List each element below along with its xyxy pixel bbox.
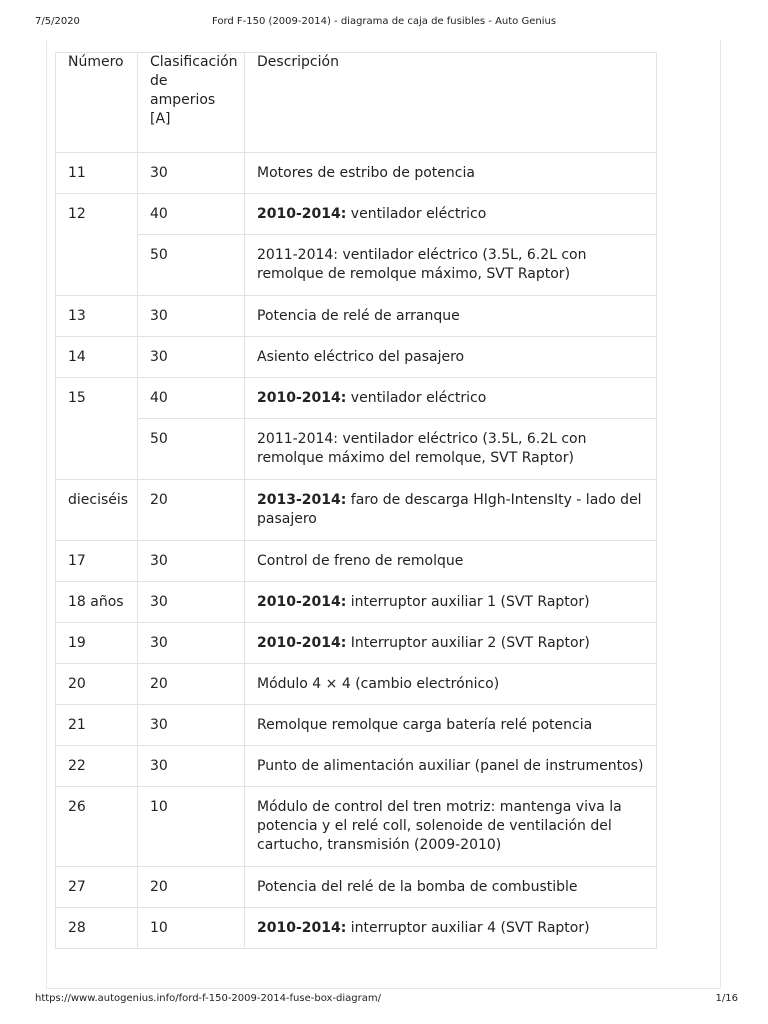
fuse-amps: 30: [138, 153, 245, 194]
fuse-amps: 10: [138, 787, 245, 867]
table-row: [56, 664, 657, 705]
fuse-number: 14: [56, 337, 138, 378]
page-title: Ford F-150 (2009-2014) - diagrama de caja de fusibles - Auto Genius: [211, 16, 557, 27]
fuse-description: [245, 623, 657, 664]
fuse-amps: 30: [138, 705, 245, 746]
fuse-amps: 30: [138, 623, 245, 664]
fuse-number: 28: [56, 908, 138, 949]
fuse-number: 18 años: [56, 582, 138, 623]
fuse-description: [245, 337, 657, 378]
description-text: 2011-2014: ventilador eléctrico (3.5L, 6.2L con remolque de remolque máximo, SVT Raptor): [257, 247, 587, 282]
fuse-description: [245, 378, 657, 419]
table-row: [56, 582, 657, 623]
description-text: interruptor auxiliar 4 (SVT Raptor): [346, 920, 590, 936]
table-row: [56, 867, 657, 908]
fuse-description: [245, 194, 657, 235]
table-row: [56, 908, 657, 949]
table-row: [56, 378, 657, 419]
description-text: Potencia del relé de la bomba de combustible: [257, 879, 578, 895]
header-number: Número: [56, 53, 138, 153]
table-row: [56, 235, 657, 296]
header-description: Descripción: [245, 53, 657, 153]
fuse-number: 22: [56, 746, 138, 787]
print-footer: [0, 993, 768, 1009]
table-row: [56, 296, 657, 337]
fuse-number: 17: [56, 541, 138, 582]
description-text: Módulo 4 × 4 (cambio electrónico): [257, 676, 500, 692]
fuse-amps: 30: [138, 746, 245, 787]
table-header-row: [56, 53, 657, 153]
page-number: 1/16: [715, 993, 738, 1004]
fuse-description: [245, 867, 657, 908]
fuse-amps: 50: [138, 235, 245, 296]
description-text: ventilador eléctrico: [346, 206, 487, 222]
table-row: [56, 787, 657, 867]
fuse-number: 12: [56, 194, 138, 296]
fuse-amps: 40: [138, 378, 245, 419]
fuse-number: 26: [56, 787, 138, 867]
year-range: 2010-2014:: [257, 594, 347, 610]
fuse-number: 15: [56, 378, 138, 480]
table-row: [56, 541, 657, 582]
description-text: Asiento eléctrico del pasajero: [257, 349, 465, 365]
fuse-number: 21: [56, 705, 138, 746]
description-text: Remolque remolque carga batería relé potencia: [257, 717, 593, 733]
fuse-number: dieciséis: [56, 480, 138, 541]
fuse-amps: 10: [138, 908, 245, 949]
fuse-number: 19: [56, 623, 138, 664]
fuse-description: [245, 664, 657, 705]
fuse-description: [245, 908, 657, 949]
fuse-number: 20: [56, 664, 138, 705]
description-text: interruptor auxiliar 1 (SVT Raptor): [346, 594, 590, 610]
fuse-description: [245, 480, 657, 541]
table-row: [56, 746, 657, 787]
year-range: 2010-2014:: [257, 206, 347, 222]
fuse-description: [245, 746, 657, 787]
fuse-number: 13: [56, 296, 138, 337]
year-range: 2010-2014:: [257, 390, 347, 406]
table-row: [56, 194, 657, 235]
fuse-description: [245, 541, 657, 582]
fuse-description: [245, 153, 657, 194]
fuse-description: [245, 787, 657, 867]
print-date: 7/5/2020: [35, 16, 80, 27]
fuse-amps: 20: [138, 664, 245, 705]
fuse-amps: 30: [138, 337, 245, 378]
fuse-amps: 50: [138, 419, 245, 480]
description-text: 2011-2014: ventilador eléctrico (3.5L, 6.2L con remolque máximo del remolque, SVT Raptor): [257, 431, 587, 466]
year-range: 2010-2014:: [257, 920, 347, 936]
source-url[interactable]: https://www.autogenius.info/ford-f-150-2009-2014-fuse-box-diagram/: [35, 993, 382, 1004]
description-text: Potencia de relé de arranque: [257, 308, 460, 324]
table-row: [56, 480, 657, 541]
description-text: Módulo de control del tren motriz: mantenga viva la potencia y el relé coll, solenoide de ventilación del cartucho, transmisión (2009-2010): [257, 799, 622, 853]
fuse-description: [245, 296, 657, 337]
description-text: ventilador eléctrico: [346, 390, 487, 406]
fuse-amps: 20: [138, 867, 245, 908]
fuse-amps: 30: [138, 541, 245, 582]
print-header: [0, 16, 768, 32]
description-text: Control de freno de remolque: [257, 553, 464, 569]
description-text: faro de descarga HIgh-IntensIty - lado del pasajero: [257, 492, 642, 527]
fuse-amps: 30: [138, 582, 245, 623]
fuse-description: [245, 235, 657, 296]
year-range: 2013-2014:: [257, 492, 347, 508]
table-row: [56, 337, 657, 378]
description-text: Interruptor auxiliar 2 (SVT Raptor): [346, 635, 590, 651]
fuse-number: 27: [56, 867, 138, 908]
description-text: Motores de estribo de potencia: [257, 165, 475, 181]
fuse-description: [245, 419, 657, 480]
header-amps: Clasificación de amperios [A]: [138, 53, 245, 153]
fuse-number: 11: [56, 153, 138, 194]
fuse-table: [55, 52, 657, 949]
table-row: [56, 419, 657, 480]
fuse-description: [245, 582, 657, 623]
fuse-amps: 30: [138, 296, 245, 337]
table-row: [56, 623, 657, 664]
fuse-description: [245, 705, 657, 746]
fuse-amps: 40: [138, 194, 245, 235]
table-row: [56, 705, 657, 746]
description-text: Punto de alimentación auxiliar (panel de instrumentos): [257, 758, 644, 774]
table-row: [56, 153, 657, 194]
fuse-amps: 20: [138, 480, 245, 541]
year-range: 2010-2014:: [257, 635, 347, 651]
